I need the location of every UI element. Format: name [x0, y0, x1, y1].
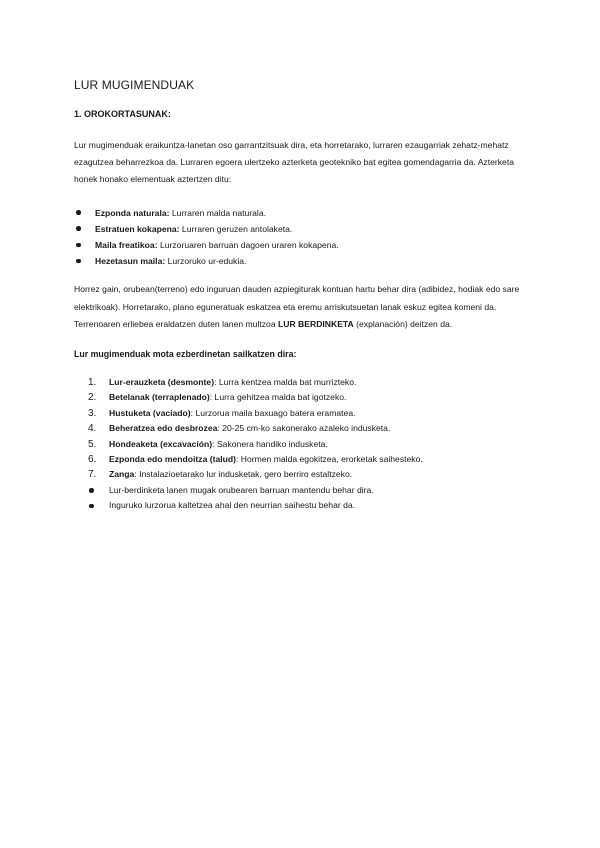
- list-item-desc: Lurzoruaren barruan dagoen uraren kokapena.: [157, 240, 339, 251]
- list-item: [95, 221, 530, 237]
- list-item-term: Betelanak (terraplenado): [109, 392, 210, 403]
- list-number: 4.: [88, 423, 97, 435]
- bullet-icon: [76, 259, 81, 264]
- list-number: 2.: [88, 392, 97, 404]
- list-number: 7.: [88, 469, 97, 481]
- list-item: [95, 205, 530, 221]
- list-item-desc: : Sakonera handiko indusketa.: [212, 438, 328, 449]
- list-item: [88, 406, 530, 421]
- list-item-desc: : Lurra gehitzea malda bat igotzeko.: [209, 392, 347, 403]
- bullet-icon: [76, 210, 81, 215]
- classification-heading: Lur mugimenduak mota ezberdinetan sailkatzen dira:: [74, 349, 297, 360]
- section-heading: 1. OROKORTASUNAK:: [74, 109, 171, 119]
- bullet-icon: [76, 243, 81, 248]
- list-item-note: Inguruko lurzorua kaltetzea ahal den neurrian saihestu behar da.: [109, 500, 356, 511]
- list-item: [88, 390, 530, 405]
- list-item: [88, 375, 530, 390]
- study-elements-list: [74, 205, 530, 270]
- list-item-desc: : Instalazioetarako lur indusketak, gero berriro estaltzeko.: [134, 469, 353, 480]
- bullet-icon: [89, 488, 94, 493]
- second-paragraph: [74, 281, 530, 333]
- list-item-desc: Lurraren geruzen antolaketa.: [179, 223, 293, 234]
- second-paragraph-text: Horrez gain, orubean(terreno) edo inguruan dauden azpiegiturak kontuan hartu behar dira (adibidez, hodiak edo sare elektrikoak). Horretarako, plano eguneratuak eskatzea eta eremu arriskutsuetan lanak eskuz egitea komeni da. Terrenoaren erliebea eraldatzen duten lanen multzoa: [74, 284, 520, 329]
- list-number: 6.: [88, 454, 97, 466]
- bold-term: LUR BERDINKETA: [278, 318, 354, 329]
- list-item: [88, 467, 530, 482]
- second-paragraph-end: (explanación) deitzen da.: [353, 318, 453, 329]
- types-list: [74, 375, 530, 514]
- list-item-desc: : Lurzorua maila baxuago batera eramatea.: [190, 407, 356, 418]
- list-item: [109, 498, 530, 513]
- list-number: 1.: [88, 377, 97, 389]
- intro-paragraph: Lur mugimenduak eraikuntza-lanetan oso garrantzitsuak dira, eta horretarako, lurraren ezaugarriak zehatz-mehatz ezagutzea beharrezkoa da. Lurraren egoera ulertzeko azterketa geotekniko bat egitea gomendagarria da. Azterketa honek honako elementuak aztertzen ditu:: [74, 140, 514, 185]
- list-item-term: Hondeaketa (excavación): [109, 438, 213, 449]
- list-number: 5.: [88, 438, 97, 450]
- list-item-desc: : 20-25 cm-ko sakonerako azaleko indusketa.: [217, 423, 391, 434]
- list-item: [109, 483, 530, 498]
- list-item: [95, 253, 530, 269]
- list-item-term: Beheratzea edo desbrozea: [109, 423, 218, 434]
- list-item-desc: : Hormen malda egokitzea, erorketak saihesteko.: [236, 454, 423, 465]
- document-title: LUR MUGIMENDUAK: [74, 78, 195, 92]
- list-item: [88, 421, 530, 436]
- list-item-desc: : Lurra kentzea malda bat murrizteko.: [214, 377, 357, 388]
- list-item: [95, 237, 530, 253]
- list-item-term: Maila freatikoa:: [95, 240, 158, 251]
- bullet-icon: [89, 504, 94, 509]
- list-item-term: Zanga: [109, 469, 135, 480]
- list-item-desc: Lurraren malda naturala.: [169, 207, 266, 218]
- list-item-term: Lur-erauzketa (desmonte): [109, 377, 215, 388]
- list-item-desc: Lurzoruko ur-edukia.: [165, 256, 247, 267]
- list-item-term: Ezponda naturala:: [95, 207, 170, 218]
- list-item: [88, 452, 530, 467]
- bullet-icon: [76, 226, 81, 231]
- list-number: 3.: [88, 407, 97, 419]
- list-item-term: Ezponda edo mendoitza (talud): [109, 454, 236, 465]
- list-item-term: Estratuen kokapena:: [95, 223, 180, 234]
- list-item-note: Lur-berdinketa lanen mugak orubearen barruan mantendu behar dira.: [109, 484, 374, 495]
- list-item-term: Hezetasun maila:: [95, 256, 166, 267]
- list-item: [88, 437, 530, 452]
- list-item-term: Hustuketa (vaciado): [109, 407, 191, 418]
